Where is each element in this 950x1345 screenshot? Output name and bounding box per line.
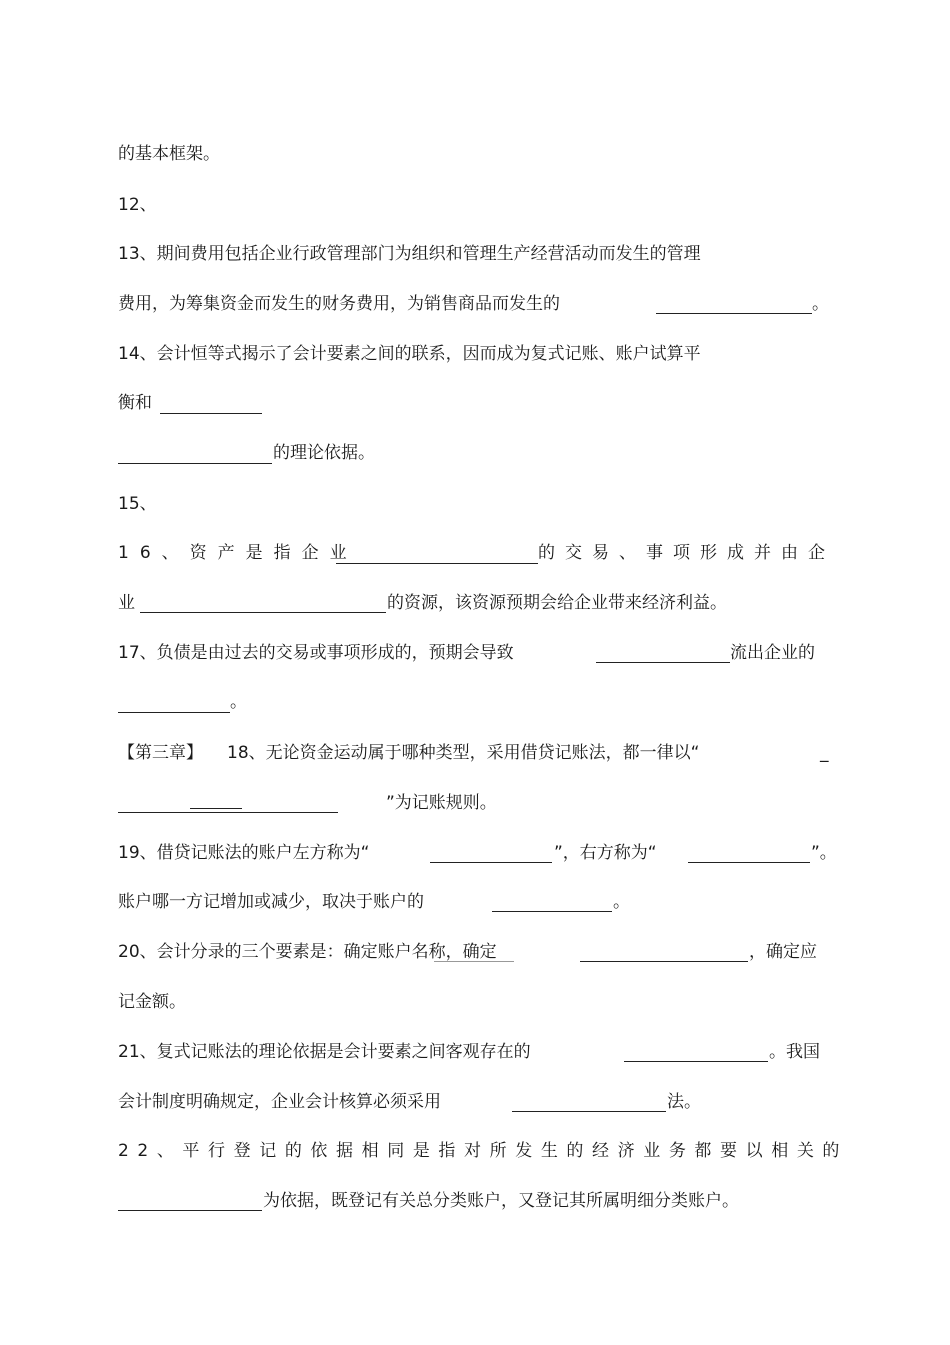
answer-blank[interactable] — [580, 961, 748, 962]
answer-blank[interactable] — [430, 862, 552, 863]
question-20-line-1a: 20、会计分录的三个要素是：确定账户名称，确定 — [118, 942, 497, 962]
question-13-line-2: 费用，为筹集资金而发生的财务费用，为销售商品而发生的 — [118, 294, 560, 314]
answer-blank[interactable] — [118, 463, 272, 464]
question-18-line-1: 18、无论资金运动属于哪种类型，采用借贷记账法，都一律以“ — [227, 743, 700, 763]
question-16-line-2a: 业 — [118, 593, 135, 613]
question-16-line-1b: 的交易、事项形成并由企 — [538, 543, 835, 563]
wavy-underline — [434, 961, 514, 962]
question-19-line-1c: ”。 — [811, 843, 837, 863]
punctuation: 。 — [613, 892, 630, 912]
question-19-line-1a: 19、借贷记账法的账户左方称为“ — [118, 843, 370, 863]
answer-blank-part[interactable] — [118, 812, 140, 813]
answer-blank[interactable] — [492, 911, 612, 912]
question-12: 12、 — [118, 195, 157, 215]
question-13-line-1: 13、期间费用包括企业行政管理部门为组织和管理生产经营活动而发生的管理 — [118, 244, 701, 264]
answer-blank[interactable] — [512, 1111, 666, 1112]
answer-blank-overlay — [190, 808, 242, 809]
question-16-line-2b: 的资源，该资源预期会给企业带来经济利益。 — [387, 593, 727, 613]
question-20-line-1b: ，确定应 — [749, 942, 817, 962]
answer-blank[interactable] — [336, 563, 538, 564]
answer-blank[interactable] — [656, 313, 812, 314]
question-20-line-2: 记金额。 — [118, 992, 186, 1012]
question-17-line-1a: 17、负债是由过去的交易或事项形成的，预期会导致 — [118, 643, 514, 663]
punctuation: 。 — [230, 692, 247, 712]
answer-blank[interactable] — [140, 612, 386, 613]
answer-blank[interactable] — [688, 862, 810, 863]
question-19-line-2a: 账户哪一方记增加或减少，取决于账户的 — [118, 892, 424, 912]
punctuation: 。 — [812, 294, 829, 314]
question-17-line-1b: 流出企业的 — [730, 643, 815, 663]
question-21-line-2b: 法。 — [667, 1092, 701, 1112]
answer-blank[interactable] — [140, 812, 338, 813]
question-15: 15、 — [118, 494, 157, 514]
answer-blank[interactable] — [624, 1061, 768, 1062]
answer-blank[interactable] — [160, 413, 262, 414]
answer-blank[interactable] — [596, 662, 730, 663]
answer-blank[interactable] — [118, 1210, 262, 1211]
question-14-line-3: 的理论依据。 — [273, 443, 375, 463]
answer-blank[interactable] — [118, 712, 230, 713]
question-16-line-1a: 16、资产是指企业 — [118, 543, 358, 563]
question-18-underscore: _ — [820, 743, 829, 763]
question-21-line-1b: 。我国 — [769, 1042, 820, 1062]
question-14-line-2: 衡和 — [118, 393, 152, 413]
text-line-1: 的基本框架。 — [118, 144, 220, 164]
question-19-line-1b: ”，右方称为“ — [554, 843, 657, 863]
question-22-line-1: 22、平行登记的依据相同是指对所发生的经济业务都要以相关的 — [118, 1141, 849, 1161]
question-22-line-2: 为依据，既登记有关总分类账户，又登记其所属明细分类账户。 — [263, 1191, 739, 1211]
question-21-line-1a: 21、复式记账法的理论依据是会计要素之间客观存在的 — [118, 1042, 531, 1062]
question-18-line-2: ”为记账规则。 — [386, 793, 497, 813]
question-21-line-2a: 会计制度明确规定，企业会计核算必须采用 — [118, 1092, 441, 1112]
chapter-label: 【第三章】 — [118, 743, 203, 763]
question-14-line-1: 14、会计恒等式揭示了会计要素之间的联系，因而成为复式记账、账户试算平 — [118, 344, 701, 364]
